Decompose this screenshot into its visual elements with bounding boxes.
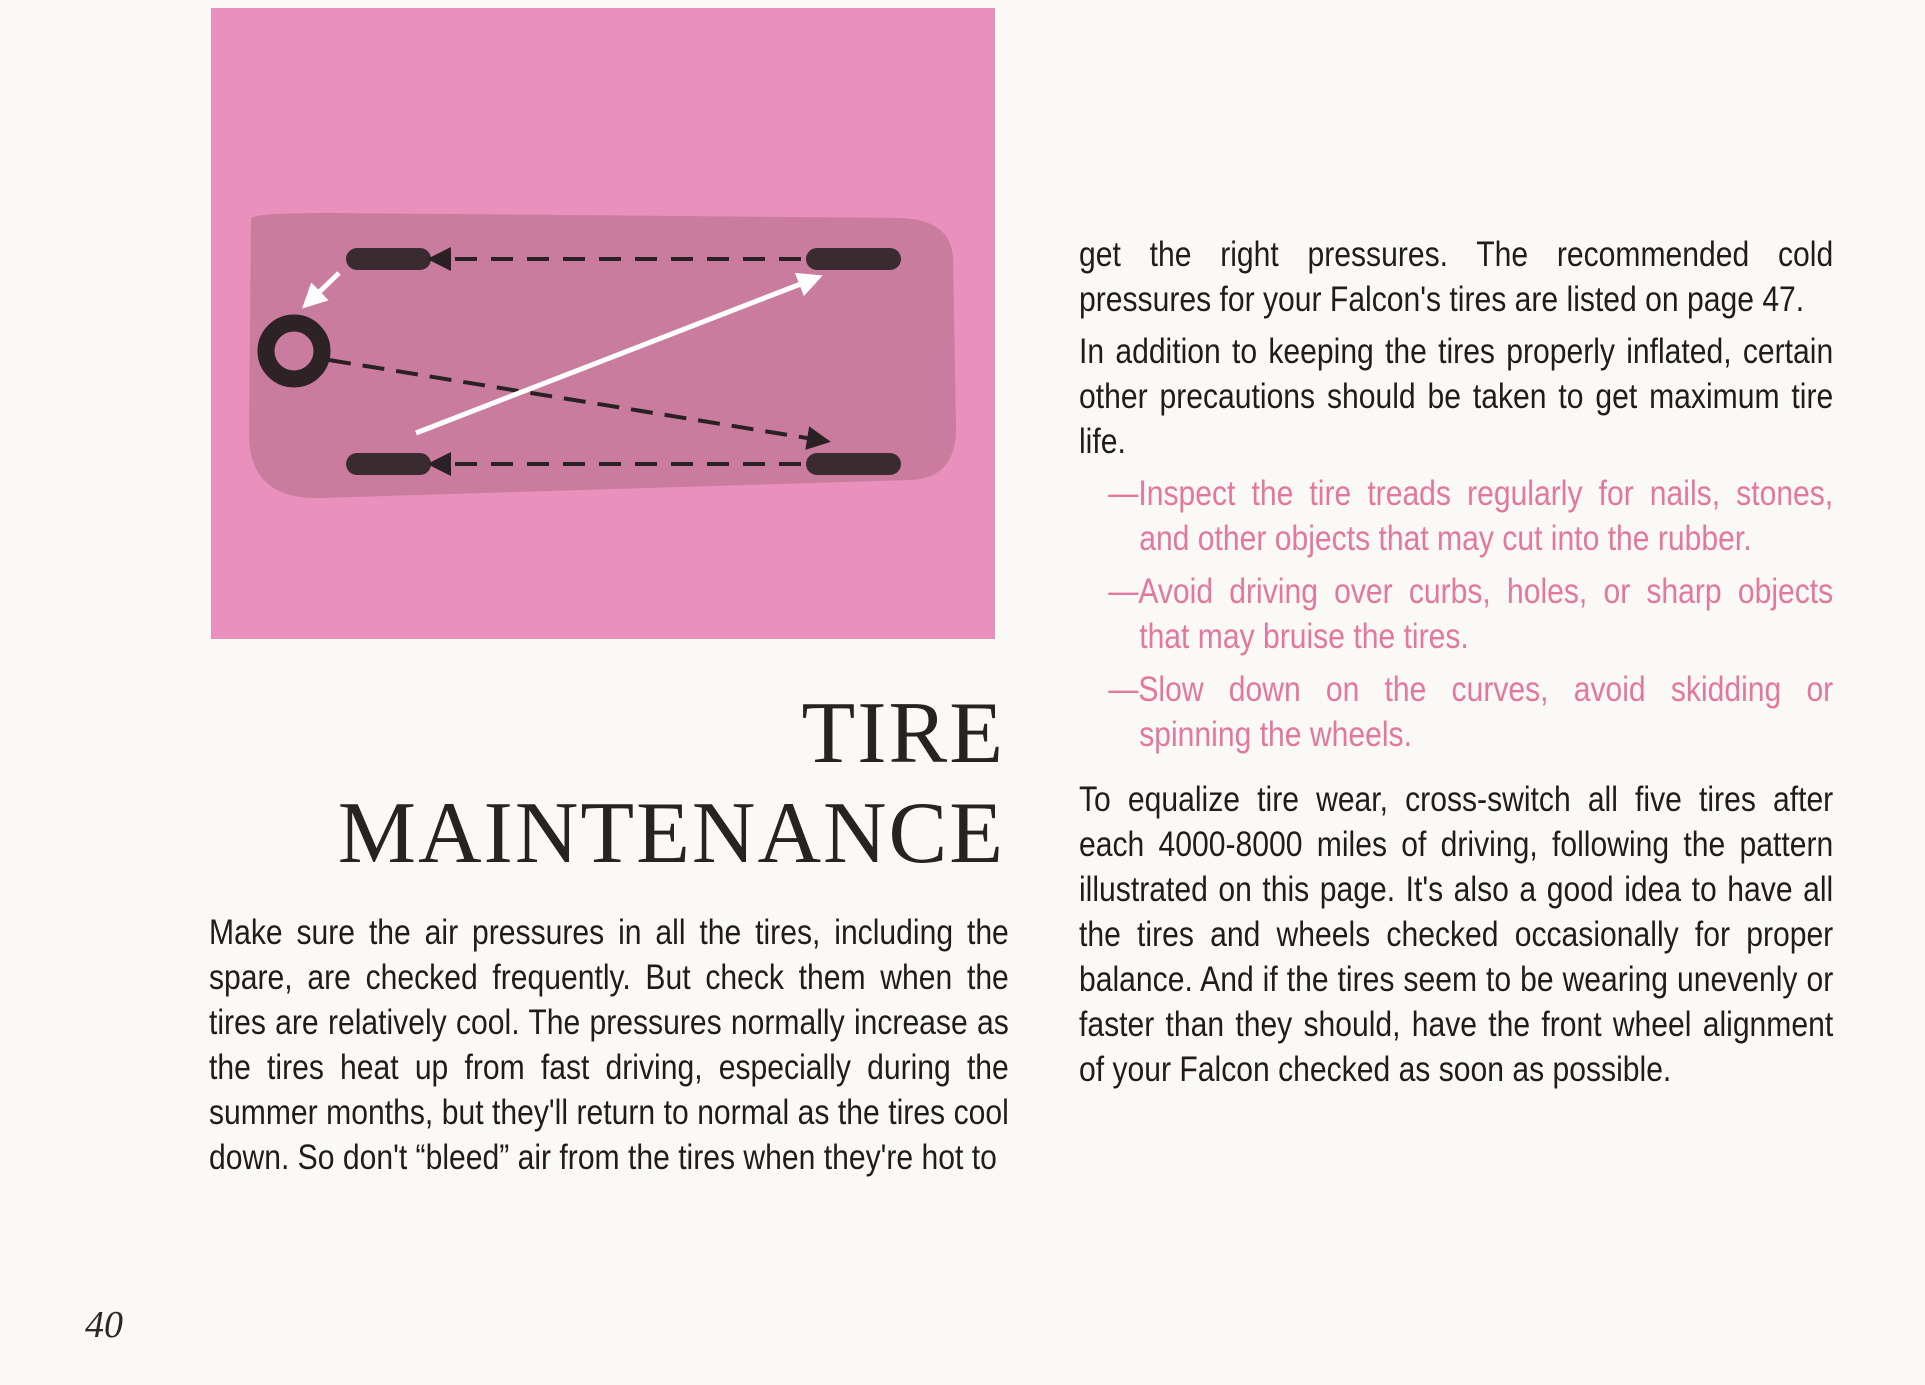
precautions-list <box>1079 471 1833 757</box>
heading-line-1: TIRE <box>801 685 1005 782</box>
tire-rotation-svg <box>211 8 995 639</box>
list-item: —Inspect the tire treads regularly for nails, stones, and other objects that may cut into the rubber. <box>1108 474 1834 558</box>
rear-right-tire <box>346 453 431 475</box>
left-paragraph: Make sure the air pressures in all the tires, including the spare, are checked frequently. But check them when the tires are relatively cool. The pressures normally increase as the tires heat up from fast driving, especially during the summer months, but they'll return to normal as the tires cool down. So don't “bleed” air from the tires when they're hot to <box>209 913 1009 1177</box>
tire-rotation-diagram <box>211 8 995 639</box>
rear-left-tire <box>346 248 431 270</box>
right-paragraph-1: get the right pressures. The recommended cold pressures for your Falcon's tires are listed on page 47. <box>1079 235 1834 319</box>
right-column <box>1079 232 1925 1099</box>
right-paragraph-3: To equalize tire wear, cross-switch all five tires after each 4000-8000 miles of driving, following the pattern illustrated on this page. It's also a good idea to have all the tires and wheels checked occasionally for proper balance. And if the tires seem to be wearing unevenly or faster than they should, have the front wheel alignment of your Falcon checked as soon as possible. <box>1079 780 1834 1089</box>
right-column-text <box>1079 232 1833 1092</box>
front-right-tire <box>806 453 901 475</box>
front-left-tire <box>806 248 901 270</box>
list-item: —Avoid driving over curbs, holes, or sharp objects that may bruise the tires. <box>1108 572 1834 656</box>
left-column <box>209 910 1139 1180</box>
list-item: —Slow down on the curves, avoid skidding or spinning the wheels. <box>1108 670 1834 754</box>
section-heading <box>260 684 1005 884</box>
page-number: 40 <box>85 1304 123 1346</box>
right-paragraph-2: In addition to keeping the tires properly inflated, certain other precautions should be taken to get maximum tire life. <box>1079 332 1834 461</box>
heading-line-2: MAINTENANCE <box>337 785 1005 882</box>
